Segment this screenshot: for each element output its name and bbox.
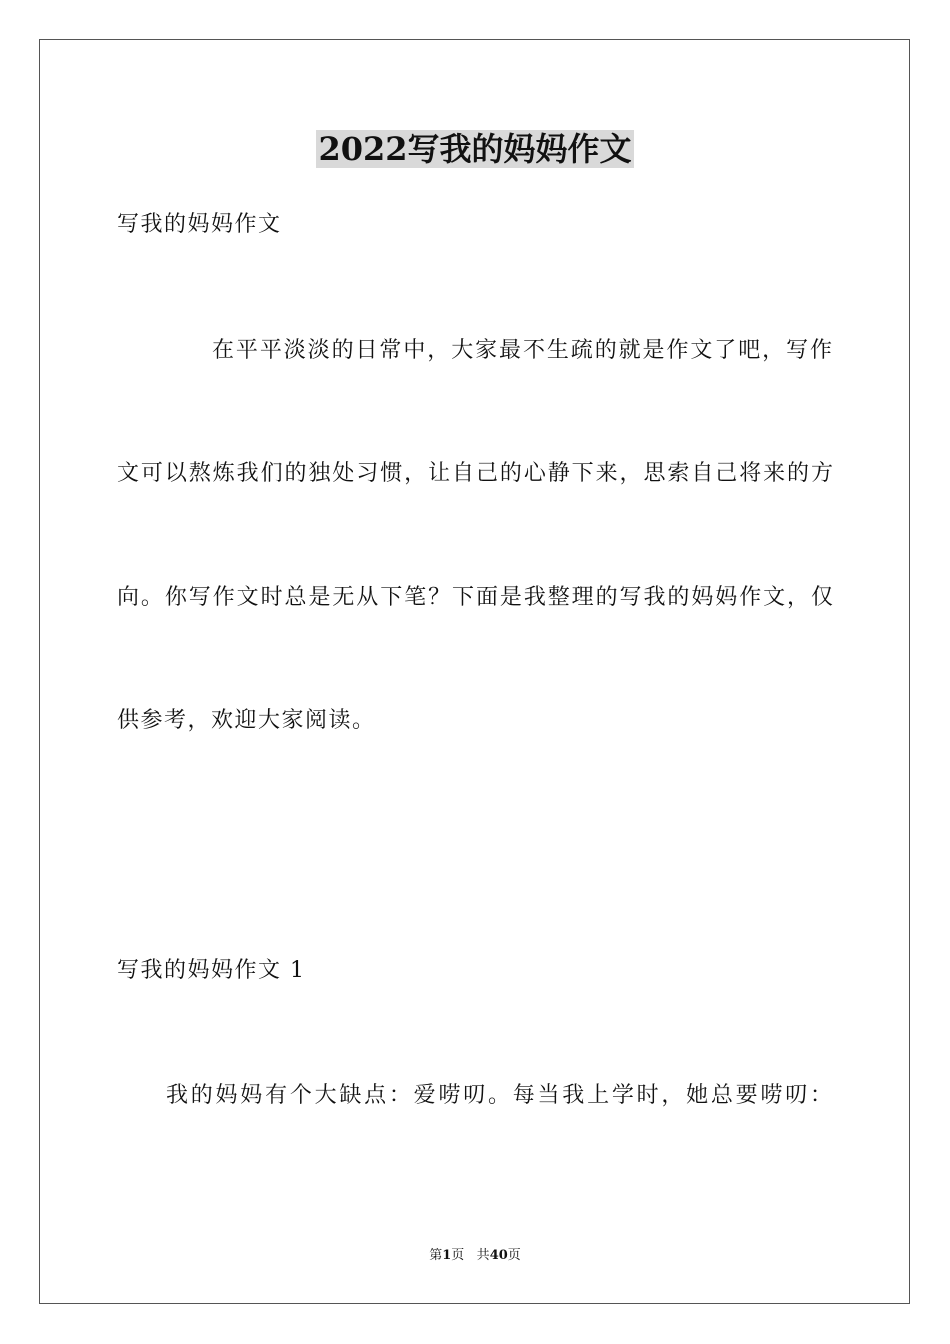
intro-line: 在平平淡淡的日常中，大家最不生疏的就是作文了吧，写作	[212, 338, 832, 363]
footer-page-total: 40	[489, 1248, 508, 1263]
section-paragraph-line: 我的妈妈有个大缺点：爱唠叨。每当我上学时，她总要唠叨：	[166, 1083, 832, 1108]
footer-total-unit: 页	[507, 1248, 521, 1263]
footer-total-prefix: 共	[476, 1248, 490, 1263]
footer-page-prefix: 第	[429, 1248, 443, 1263]
intro-line: 向。你写作文时总是无从下笔？下面是我整理的写我的妈妈作文，仅	[117, 585, 833, 610]
document-title	[0, 128, 950, 170]
footer-page-current: 1	[442, 1248, 452, 1263]
intro-line: 文可以熬炼我们的独处习惯，让自己的心静下来，思索自己将来的方	[117, 461, 833, 486]
intro-line: 供参考，欢迎大家阅读。	[117, 708, 376, 733]
document-subtitle: 写我的妈妈作文	[117, 212, 282, 237]
page-footer	[0, 1247, 950, 1265]
footer-page-unit: 页	[451, 1248, 465, 1263]
document-title-text: 2022写我的妈妈作文	[318, 130, 632, 168]
section-heading: 写我的妈妈作文 1	[117, 958, 306, 983]
